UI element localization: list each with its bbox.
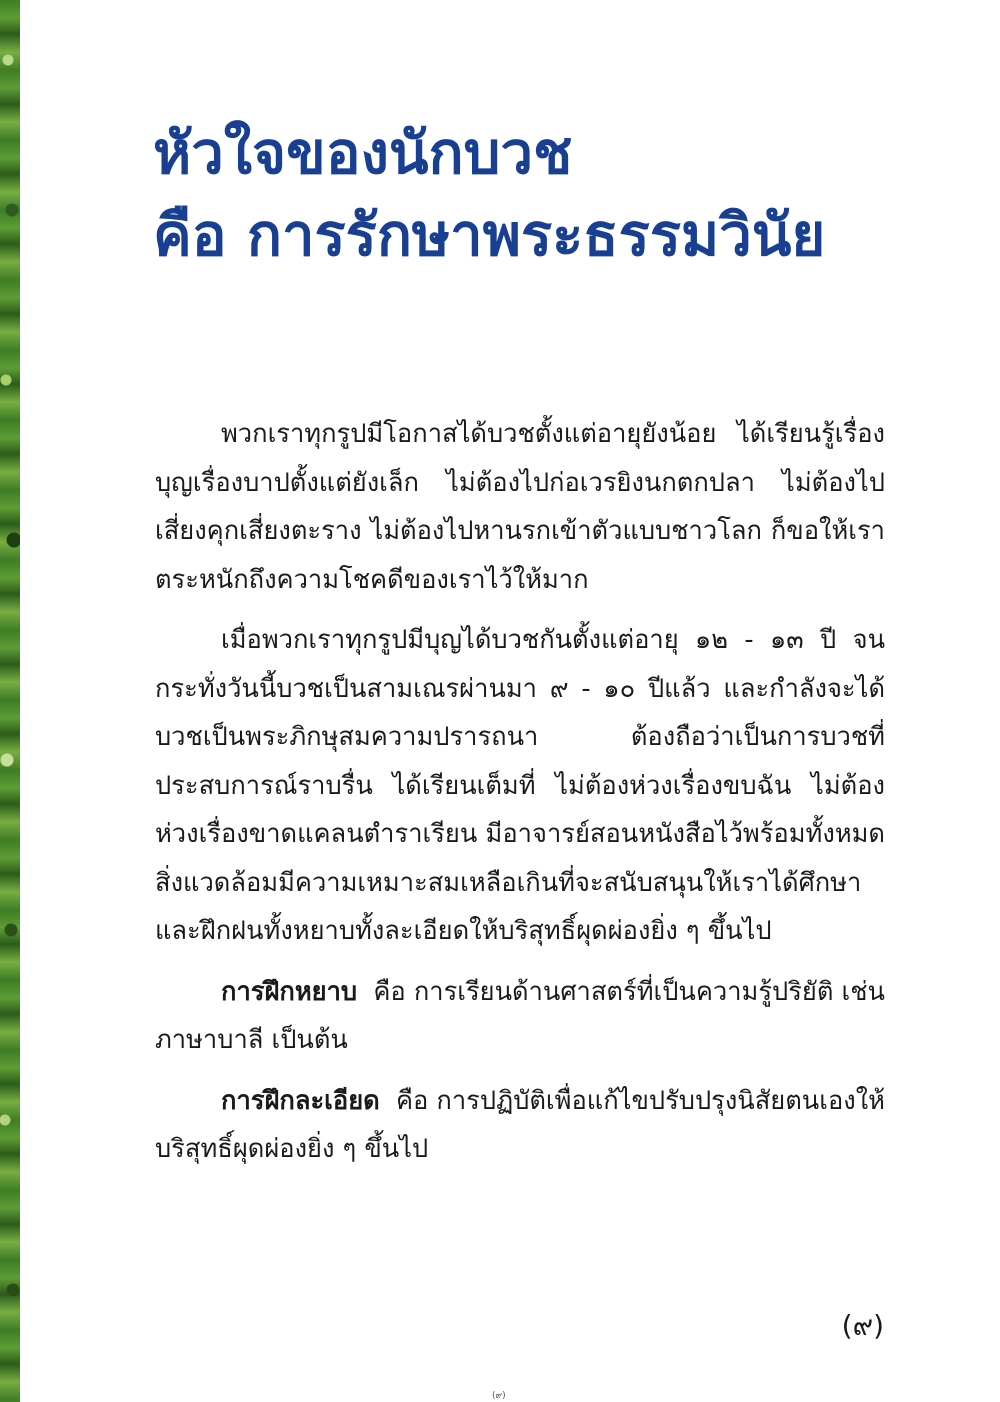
page-number: (๙)	[841, 1309, 884, 1342]
body-text	[155, 410, 885, 1186]
paragraph-3	[155, 968, 885, 1065]
paragraph-2-text: เมื่อพวกเราทุกรูปมีบุญได้บวชกันตั้งแต่อายุ ๑๒ - ๑๓ ปี จนกระทั่งวันนี้บวชเป็นสามเณรผ่านมา ๙ - ๑๐ ปีแล้ว และกำลังจะได้บวชเป็นพระภิกษุสมความปรารถนา ต้องถือว่าเป็นการบวชที่ประสบการณ์ราบรื่น ได้เรียนเต็มที่ ไม่ต้องห่วงเรื่องขบฉัน ไม่ต้องห่วงเรื่องขาดแคลนตำราเรียน มีอาจารย์สอนหนังสือไว้พร้อมทั้งหมด สิ่งแวดล้อมมีความเหมาะสมเหลือเกินที่จะสนับสนุนให้เราได้ศึกษาและฝึกฝนทั้งหยาบทั้งละเอียดให้บริสุทธิ์ผุดผ่องยิ่ง ๆ ขึ้นไป	[155, 625, 885, 946]
paragraph-3-text: คือ การเรียนด้านศาสตร์ที่เป็นความรู้ปริยัติ เช่น ภาษาบาลี เป็นต้น	[155, 976, 885, 1055]
decorative-foliage-strip	[0, 0, 20, 1402]
footer-small-number: (๙)	[492, 1391, 506, 1401]
title-line-2: คือ การรักษาพระธรรมวินัย	[153, 201, 826, 269]
paragraph-4-text: คือ การปฏิบัติเพื่อแก้ไขปรับปรุงนิสัยตนเองให้บริสุทธิ์ผุดผ่องยิ่ง ๆ ขึ้นไป	[155, 1085, 885, 1164]
term-coarse-training: การฝึกหยาบ	[221, 976, 358, 1007]
paragraph-4	[155, 1077, 885, 1174]
paragraph-2	[155, 616, 885, 956]
term-fine-training: การฝึกละเอียด	[221, 1085, 380, 1116]
title-line-1: หัวใจของนักบวช	[153, 119, 573, 187]
paragraph-1-text: พวกเราทุกรูปมีโอกาสได้บวชตั้งแต่อายุยังน้อย ได้เรียนรู้เรื่องบุญเรื่องบาปตั้งแต่ยังเล็ก ไม่ต้องไปก่อเวรยิงนกตกปลา ไม่ต้องไปเสี่ยงคุกเสี่ยงตะราง ไม่ต้องไปหานรกเข้าตัวแบบชาวโลก ก็ขอให้เราตระหนักถึงความโชคดีของเราไว้ให้มาก	[155, 419, 885, 595]
paragraph-1	[155, 410, 885, 604]
page-title	[153, 112, 825, 276]
